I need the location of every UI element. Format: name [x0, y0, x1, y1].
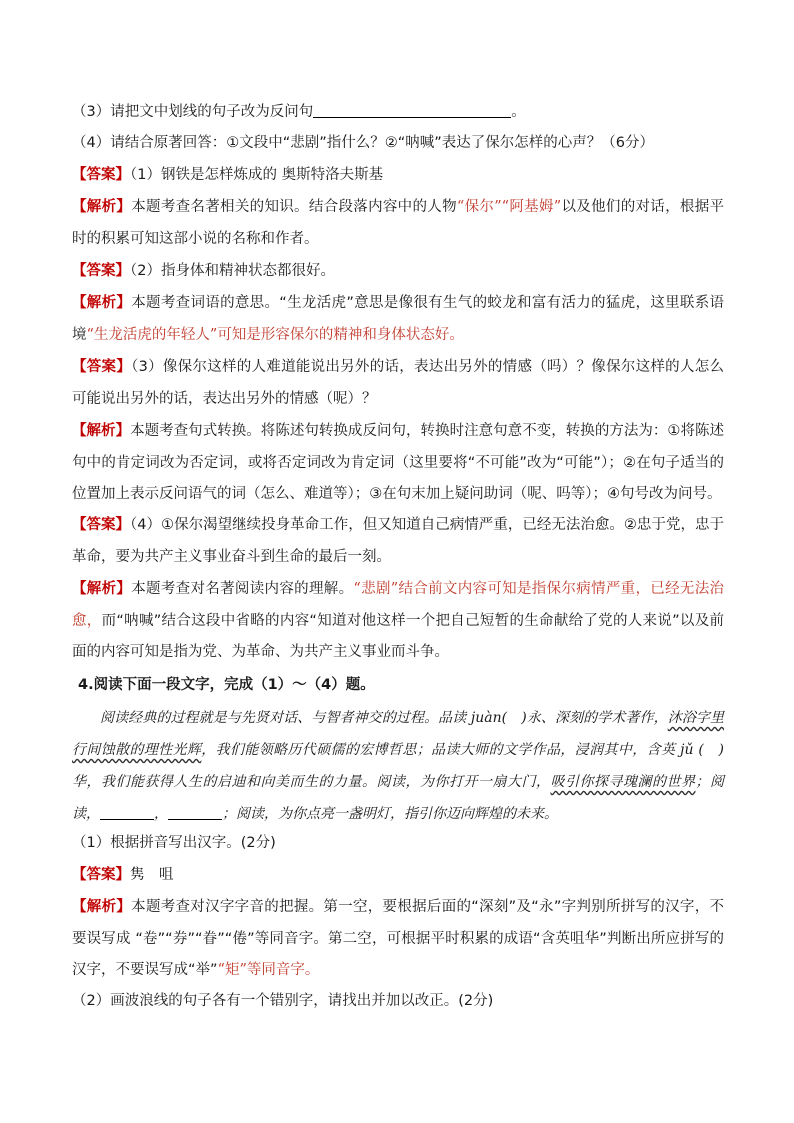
- analysis-1-text-b: 以及他们的对话，根据平时的积累可知这部小说的名称和作者。: [72, 199, 725, 247]
- passage-part-2: ，我们能领略历代硕儒的宏博哲思；品读大师的文学作品，浸润其中，含英 jǔ ( )华，我们能获得人生的启迪和向美而生的力量。阅读，为你打开一扇大门，: [72, 742, 724, 790]
- analysis-3: [72, 416, 724, 511]
- answer-4-text: （4）①保尔渴望继续投身革命工作，但又知道自己病情严重，已经无法治愈。②忠于党，忠于革命，要为共产主义事业奋斗到生命的最后一刻。: [72, 517, 724, 565]
- passage-part-5: ；阅读，为你点亮一盏明灯，指引你迈向辉煌的未来。: [222, 806, 558, 822]
- sub-question-2: （2）画波浪线的句子各有一个错别字，请找出并加以改正。(2分): [72, 993, 494, 1009]
- passage-blank-2: [168, 807, 222, 820]
- sub-analysis-1-highlight: “矩”等同音字。: [217, 962, 320, 978]
- analysis-tag: 【解析】: [72, 199, 132, 215]
- analysis-tag: 【解析】: [72, 899, 132, 915]
- wavy-sentence-2: 吸引你探寻瑰澜的世界: [550, 774, 696, 790]
- analysis-1: [72, 192, 724, 255]
- answer-tag: 【答案】: [72, 867, 130, 883]
- answer-3: [72, 352, 724, 415]
- analysis-3-text: 本题考查句式转换。将陈述句转换成反问句，转换时注意句意不变，转换的方法为：①将陈述句中的肯定词改为否定词，或将否定词改为肯定词（这里要将“不可能”改为“可能”）；②在句子适当的位置加上表示反问语气的词（怎么、难道等）；③在句末加上疑问助词（呢、吗等）；④句号改为问号。: [72, 423, 724, 502]
- answer-1: [72, 160, 724, 192]
- answer-blank: [313, 103, 511, 118]
- analysis-4-highlight: “悲剧”结合前文内容可知是指保尔病情严重，已经无法治愈，: [72, 581, 725, 629]
- analysis-1-highlight: “保尔”“阿基姆”: [456, 199, 562, 215]
- question-3-text: （3）请把文中划线的句子改为反问句: [72, 104, 314, 120]
- analysis-2: [72, 288, 724, 351]
- analysis-4-text-a: 本题考查对名著阅读内容的理解。: [131, 581, 354, 597]
- passage-part-4: ，: [154, 806, 168, 822]
- answer-tag: 【答案】: [72, 263, 130, 279]
- answer-tag: 【答案】: [72, 517, 131, 533]
- analysis-tag: 【解析】: [72, 423, 131, 439]
- answer-tag: 【答案】: [72, 359, 132, 375]
- sub-analysis-1: [72, 892, 724, 987]
- passage-blank-1: [100, 807, 154, 820]
- wavy-sentence-1: 沐浴字里行间蚀散的理性光辉: [72, 710, 725, 758]
- answer-2: [72, 256, 724, 288]
- analysis-1-text-a: 本题考查名著相关的知识。结合段落内容中的人物: [131, 199, 457, 215]
- analysis-tag: 【解析】: [72, 581, 132, 597]
- analysis-2-highlight: “生龙活虎的年轻人”可知是形容保尔的精神和身体状态好。: [86, 326, 464, 343]
- answer-tag: 【答案】: [72, 167, 130, 183]
- question-3: [72, 97, 724, 129]
- sub-question-1: （1）根据拼音写出汉字。(2分): [72, 835, 276, 851]
- analysis-4: [72, 574, 724, 669]
- sub-answer-1: [72, 860, 724, 892]
- passage-part-1: 阅读经典的过程就是与先贤对话、与智者神交的过程。品读 juàn( )永、深刻的学术著作，: [100, 710, 668, 726]
- answer-4: [72, 510, 724, 573]
- sub-analysis-1-text: 本题考查对汉字字音的把握。第一空，要根据后面的“深刻”及“永”字判别所拼写的汉字，不要误写成 “卷”“券”“眷”“倦”等同音字。第二空，可根据平时积累的成语“含英咀华”判断出所应拼写的汉字，不要误写成“举”: [72, 899, 725, 978]
- answer-3-text: （3）像保尔这样的人难道能说出另外的话，表达出另外的情感（吗）？像保尔这样的人怎么可能说出另外的话，表达出另外的情感（呢）？: [72, 359, 724, 407]
- analysis-4-text-b: 而“呐喊”结合这段中省略的内容“知道对他这样一个把自己短暂的生命献给了党的人来说”以及前面的内容可知是指为党、为革命、为共产主义事业而斗争。: [72, 612, 724, 660]
- answer-2-text: （2）指身体和精神状态都很好。: [130, 263, 335, 279]
- analysis-tag: 【解析】: [72, 295, 132, 311]
- reading-passage: [72, 702, 724, 830]
- sub-answer-1-text: 隽 咀: [130, 867, 174, 883]
- answer-1-text: （1）钢铁是怎样炼成的 奥斯特洛夫斯基: [130, 167, 384, 183]
- analysis-2-text: 本题考查词语的意思。“生龙活虎”意思是像很有生气的蛟龙和富有活力的猛虎，这里联系语境: [72, 295, 724, 343]
- question-4: （4）请结合原著回答：①文段中“悲剧”指什么？②“呐喊”表达了保尔怎样的心声？（6分）: [72, 135, 654, 151]
- passage-part-3: ；阅读，: [72, 774, 724, 822]
- question-3-end: 。: [511, 104, 526, 120]
- section-4-heading: 4.阅读下面一段文字，完成（1）～（4）题。: [78, 677, 375, 693]
